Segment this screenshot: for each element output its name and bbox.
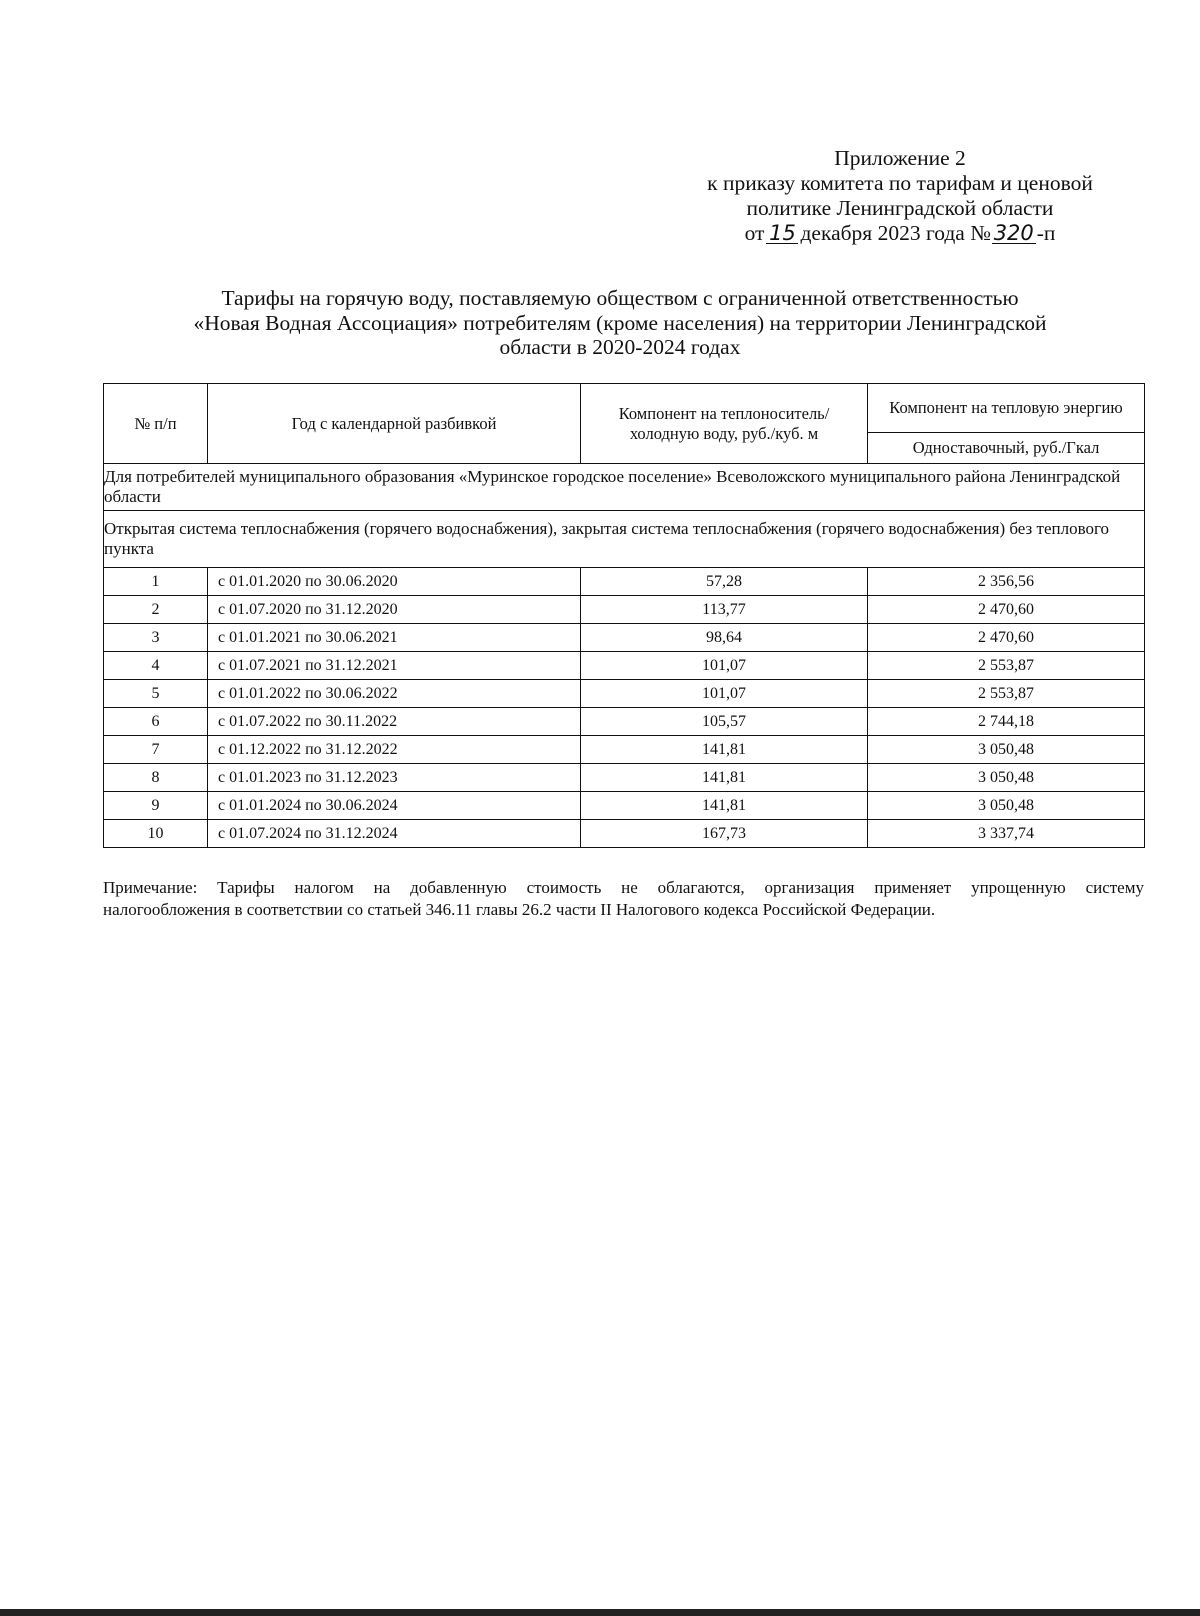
header-period: Год с календарной разбивкой (208, 384, 581, 464)
annex-order-suffix: -п (1036, 221, 1056, 245)
cell-period: с 01.01.2024 по 30.06.2024 (208, 792, 581, 820)
table-row (104, 652, 1145, 680)
cell-thermal: 2 470,60 (868, 596, 1145, 624)
annex-line-3: политике Ленинградской области (746, 196, 1054, 220)
cell-thermal: 3 050,48 (868, 792, 1145, 820)
cell-num: 7 (104, 736, 208, 764)
annex-header (640, 146, 1160, 246)
cell-thermal: 3 050,48 (868, 736, 1145, 764)
cell-period: с 01.01.2021 по 30.06.2021 (208, 624, 581, 652)
cell-coolant: 57,28 (581, 568, 868, 596)
table-row (104, 764, 1145, 792)
document-title (140, 286, 1100, 360)
annex-line-4 (640, 221, 1160, 246)
cell-num: 8 (104, 764, 208, 792)
cell-thermal: 3 337,74 (868, 820, 1145, 848)
cell-num: 4 (104, 652, 208, 680)
cell-num: 9 (104, 792, 208, 820)
annex-line-1: Приложение 2 (834, 146, 966, 170)
cell-period: с 01.01.2020 по 30.06.2020 (208, 568, 581, 596)
note-line-2: налогообложения в соответствии со статьей 346.11 главы 26.2 части II Налогового кодекса Российской Федерации. (103, 900, 936, 919)
cell-period: с 01.12.2022 по 31.12.2022 (208, 736, 581, 764)
cell-coolant: 113,77 (581, 596, 868, 624)
table-row (104, 708, 1145, 736)
cell-thermal: 3 050,48 (868, 764, 1145, 792)
cell-period: с 01.07.2020 по 31.12.2020 (208, 596, 581, 624)
table-row (104, 792, 1145, 820)
cell-thermal: 2 553,87 (868, 652, 1145, 680)
cell-period: с 01.07.2024 по 31.12.2024 (208, 820, 581, 848)
cell-thermal: 2 470,60 (868, 624, 1145, 652)
cell-coolant: 141,81 (581, 764, 868, 792)
cell-period: с 01.01.2022 по 30.06.2022 (208, 680, 581, 708)
cell-period: с 01.07.2022 по 30.11.2022 (208, 708, 581, 736)
header-coolant: Компонент на теплоноситель/ холодную воду, руб./куб. м (581, 384, 868, 464)
cell-coolant: 105,57 (581, 708, 868, 736)
title-line-3: области в 2020-2024 годах (499, 335, 741, 359)
title-line-2: «Новая Водная Ассоциация» потребителям (кроме населения) на территории Ленинградской (193, 310, 1047, 335)
header-thermal: Компонент на тепловую энергию (868, 384, 1145, 433)
cell-thermal: 2 744,18 (868, 708, 1145, 736)
cell-coolant: 167,73 (581, 820, 868, 848)
annex-line-2: к приказу комитета по тарифам и ценовой (707, 171, 1093, 195)
table-row (104, 680, 1145, 708)
cell-num: 10 (104, 820, 208, 848)
title-line-1: Тарифы на горячую воду, поставляемую обществом с ограниченной ответственностью (221, 286, 1019, 310)
table-row (104, 624, 1145, 652)
header-thermal-sub: Одноставочный, руб./Гкал (868, 433, 1145, 464)
annex-date-middle: декабря 2023 года № (800, 221, 991, 245)
cell-coolant: 101,07 (581, 680, 868, 708)
tariff-table (103, 383, 1145, 848)
table-row (104, 596, 1145, 624)
table-row (104, 736, 1145, 764)
group-consumers: Для потребителей муниципального образования «Муринское городское поселение» Всеволожского муниципального района Ленинградской области (104, 464, 1145, 511)
cell-num: 6 (104, 708, 208, 736)
cell-coolant: 141,81 (581, 736, 868, 764)
table-row (104, 568, 1145, 596)
group-system: Открытая система теплоснабжения (горячего водоснабжения), закрытая система теплоснабжения (горячего водоснабжения) без теплового пункта (104, 511, 1145, 568)
cell-coolant: 141,81 (581, 792, 868, 820)
cell-num: 2 (104, 596, 208, 624)
header-num: № п/п (104, 384, 208, 464)
cell-thermal: 2 553,87 (868, 680, 1145, 708)
cell-period: с 01.01.2023 по 31.12.2023 (208, 764, 581, 792)
cell-coolant: 98,64 (581, 624, 868, 652)
scan-edge-divider (0, 1609, 1200, 1616)
handwritten-order-number: 320 (993, 221, 1034, 245)
cell-coolant: 101,07 (581, 652, 868, 680)
table-row (104, 820, 1145, 848)
cell-period: с 01.07.2021 по 31.12.2021 (208, 652, 581, 680)
note-line-1: Примечание: Тарифы налогом на добавленную стоимость не облагаются, организация применяет упрощенную систему (103, 878, 1144, 897)
annex-date-prefix: от (744, 221, 765, 245)
handwritten-day: 15 (766, 223, 798, 244)
note (103, 877, 1144, 921)
cell-thermal: 2 356,56 (868, 568, 1145, 596)
cell-num: 5 (104, 680, 208, 708)
cell-num: 3 (104, 624, 208, 652)
cell-num: 1 (104, 568, 208, 596)
